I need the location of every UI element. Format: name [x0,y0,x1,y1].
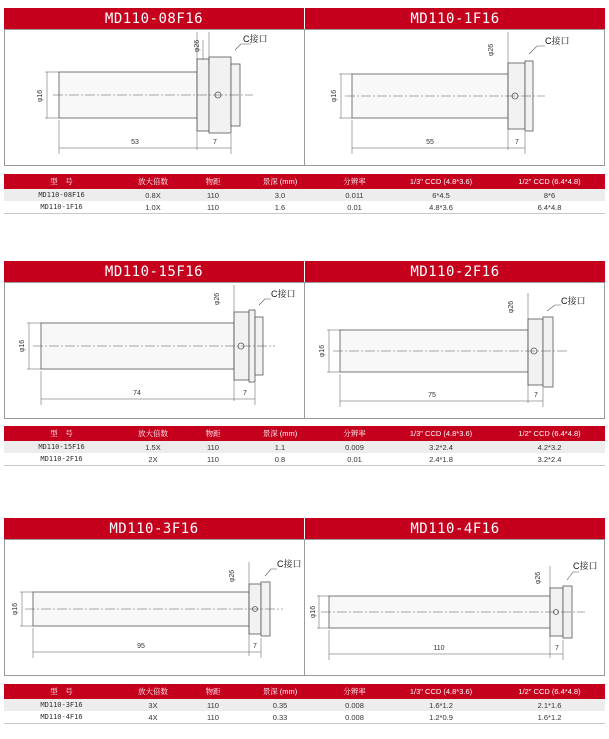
product-title: MD110-15F16 [4,261,304,282]
shaft-diameter-dim: φ16 [19,339,26,353]
model-cell: MD110-15F16 [4,441,119,453]
lens-drawing-md110-15f16 [5,283,304,418]
table-cell: 0.01 [321,453,388,466]
length-dim: 53 [131,139,139,146]
table-cell: 3.2*2.4 [388,441,494,453]
col-header: 放大倍数 [119,426,187,441]
table-cell: 110 [187,201,239,214]
table-cell: 1.6*1.2 [388,699,494,711]
col-header: 1/3" CCD (4.8*3.6) [388,684,494,699]
length-dim: 55 [426,139,434,146]
table-row [4,699,605,711]
col-header: 型 号 [4,684,119,699]
spec-table-header [4,426,605,441]
table-row [4,189,605,201]
flange-diameter-dim: φ26 [194,39,201,53]
table-cell: 2.1*1.6 [494,699,605,711]
flange-len-dim: 7 [213,139,217,146]
table-cell: 0.009 [321,441,388,453]
table-cell: 2.4*1.8 [388,453,494,466]
flange-len-dim: 7 [555,645,559,652]
table-cell: 4X [119,711,187,724]
c-mount-label: C接口 [277,559,302,569]
table-cell: 110 [187,453,239,466]
table-row [4,441,605,453]
table-cell: 3.2*2.4 [494,453,605,466]
c-mount-label: C接口 [545,36,570,46]
product-title: MD110-2F16 [304,261,605,282]
c-mount-label: C接口 [573,561,598,571]
spec-table-header [4,174,605,189]
table-cell: 110 [187,699,239,711]
product-title: MD110-3F16 [4,518,304,539]
c-mount-label: C接口 [243,34,268,44]
col-header: 1/2" CCD (6.4*4.8) [494,426,605,441]
col-header: 分辨率 [321,426,388,441]
drawing-row [4,539,605,676]
title-bar [4,261,605,282]
flange-diameter-dim: φ26 [229,569,236,583]
lens-drawing-svg [5,283,304,418]
product-title: MD110-08F16 [4,8,304,29]
table-cell: 2X [119,453,187,466]
col-header: 景深 (mm) [239,174,321,189]
model-cell: MD110-4F16 [4,711,119,724]
model-cell: MD110-08F16 [4,189,119,201]
lens-drawing-svg [305,540,604,675]
product-title: MD110-4F16 [304,518,605,539]
lens-drawing-md110-1f16 [304,30,604,165]
col-header: 型 号 [4,426,119,441]
shaft-diameter-dim: φ16 [310,605,317,619]
table-cell: 0.01 [321,201,388,214]
shaft-diameter-dim: φ16 [37,89,44,103]
col-header: 1/3" CCD (4.8*3.6) [388,426,494,441]
table-cell: 8*6 [494,189,605,201]
lens-drawing-md110-2f16 [304,283,604,418]
spec-table [4,426,605,466]
flange-len-dim: 7 [253,643,257,650]
col-header: 放大倍数 [119,684,187,699]
table-row [4,711,605,724]
table-cell: 0.008 [321,711,388,724]
table-cell: 110 [187,189,239,201]
table-cell: 0.8 [239,453,321,466]
col-header: 型 号 [4,174,119,189]
lens-drawing-md110-08f16 [5,30,304,165]
model-cell: MD110-1F16 [4,201,119,214]
spec-table [4,684,605,724]
table-cell: 1.1 [239,441,321,453]
length-dim: 75 [428,392,436,399]
table-cell: 6.4*4.8 [494,201,605,214]
col-header: 分辨率 [321,684,388,699]
flange-diameter-dim: φ26 [214,292,221,306]
table-row [4,453,605,466]
lens-drawing-md110-4f16 [304,540,604,675]
table-cell: 1.6*1.2 [494,711,605,724]
flange-len-dim: 7 [534,392,538,399]
table-cell: 0.35 [239,699,321,711]
col-header: 1/3" CCD (4.8*3.6) [388,174,494,189]
table-cell: 110 [187,441,239,453]
title-bar [4,518,605,539]
table-cell: 0.8X [119,189,187,201]
table-cell: 3.0 [239,189,321,201]
col-header: 景深 (mm) [239,426,321,441]
lens-drawing-svg [305,30,604,165]
drawing-row [4,29,605,166]
table-cell: 0.33 [239,711,321,724]
spec-table [4,174,605,214]
flange-diameter-dim: φ26 [488,43,495,57]
col-header: 1/2" CCD (6.4*4.8) [494,684,605,699]
table-cell: 0.008 [321,699,388,711]
col-header: 放大倍数 [119,174,187,189]
col-header: 物距 [187,426,239,441]
table-cell: 1.5X [119,441,187,453]
lens-drawing-svg [305,283,604,418]
c-mount-label: C接口 [271,289,296,299]
col-header: 景深 (mm) [239,684,321,699]
flange-diameter-dim: φ26 [508,300,515,314]
c-mount-label: C接口 [561,296,586,306]
drawing-row [4,282,605,419]
title-bar [4,8,605,29]
model-cell: MD110-2F16 [4,453,119,466]
col-header: 物距 [187,174,239,189]
flange-diameter-dim: φ26 [535,571,542,585]
table-cell: 0.011 [321,189,388,201]
model-cell: MD110-3F16 [4,699,119,711]
table-cell: 3X [119,699,187,711]
length-dim: 110 [433,645,445,652]
shaft-diameter-dim: φ16 [319,344,326,358]
shaft-diameter-dim: φ16 [12,602,19,616]
table-cell: 1.2*0.9 [388,711,494,724]
table-cell: 4.2*3.2 [494,441,605,453]
col-header: 1/2" CCD (6.4*4.8) [494,174,605,189]
table-cell: 1.0X [119,201,187,214]
lens-drawing-md110-3f16 [5,540,304,675]
flange-len-dim: 7 [515,139,519,146]
product-title: MD110-1F16 [304,8,605,29]
flange-len-dim: 7 [243,390,247,397]
table-cell: 110 [187,711,239,724]
col-header: 物距 [187,684,239,699]
lens-drawing-svg [5,540,304,675]
length-dim: 74 [133,390,141,397]
lens-drawing-svg [5,30,304,165]
table-cell: 6*4.5 [388,189,494,201]
table-row [4,201,605,214]
table-cell: 4.8*3.6 [388,201,494,214]
col-header: 分辨率 [321,174,388,189]
shaft-diameter-dim: φ16 [331,89,338,103]
length-dim: 95 [137,643,145,650]
spec-table-header [4,684,605,699]
table-cell: 1.6 [239,201,321,214]
